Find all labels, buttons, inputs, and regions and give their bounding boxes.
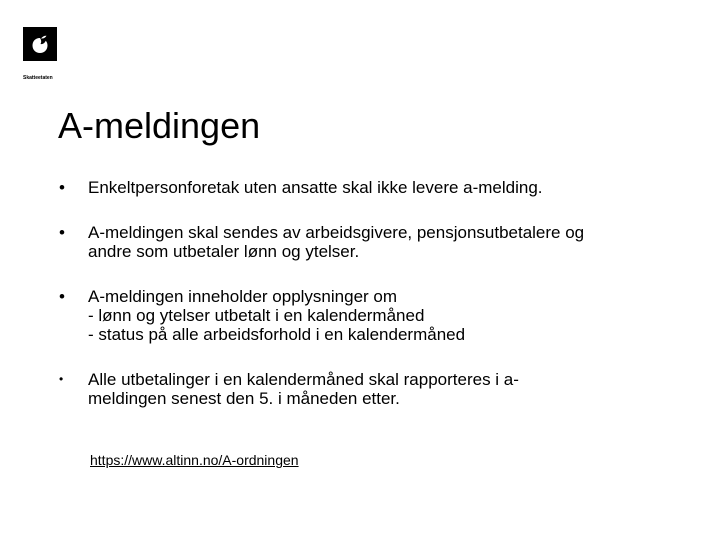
- bullet-text: - status på alle arbeidsforhold i en kalendermåned: [88, 325, 466, 344]
- logo-text: Skatteetaten: [23, 75, 53, 81]
- bullet-item: [58, 370, 698, 408]
- bullet-item: [58, 223, 698, 261]
- bullet-item: [58, 287, 698, 344]
- bullet-text: meldingen senest den 5. i måneden etter.: [88, 389, 400, 408]
- altinn-link[interactable]: https://www.altinn.no/A-ordningen: [90, 452, 299, 468]
- bullet-text: andre som utbetaler lønn og ytelser.: [88, 242, 360, 261]
- bullet-text: A-meldingen inneholder opplysninger om: [88, 287, 398, 306]
- bullet-marker: •: [59, 372, 64, 386]
- bullet-list: [58, 178, 698, 408]
- bullet-text: Enkeltpersonforetak uten ansatte skal ikke levere a-melding.: [88, 178, 543, 197]
- bullet-text: Alle utbetalinger i en kalendermåned skal rapporteres i a-: [88, 370, 519, 389]
- slide-title: A-meldingen: [58, 105, 261, 146]
- logo: [23, 27, 59, 87]
- bullet-item: [58, 178, 698, 197]
- bullet-marker: •: [59, 223, 65, 242]
- bullet-marker: •: [59, 287, 65, 306]
- skatteetaten-logo-icon: [23, 27, 57, 61]
- bullet-marker: •: [59, 178, 65, 197]
- bullet-text: A-meldingen skal sendes av arbeidsgivere, pensjonsutbetalere og: [88, 223, 585, 242]
- bullet-text: - lønn og ytelser utbetalt i en kalendermåned: [88, 306, 425, 325]
